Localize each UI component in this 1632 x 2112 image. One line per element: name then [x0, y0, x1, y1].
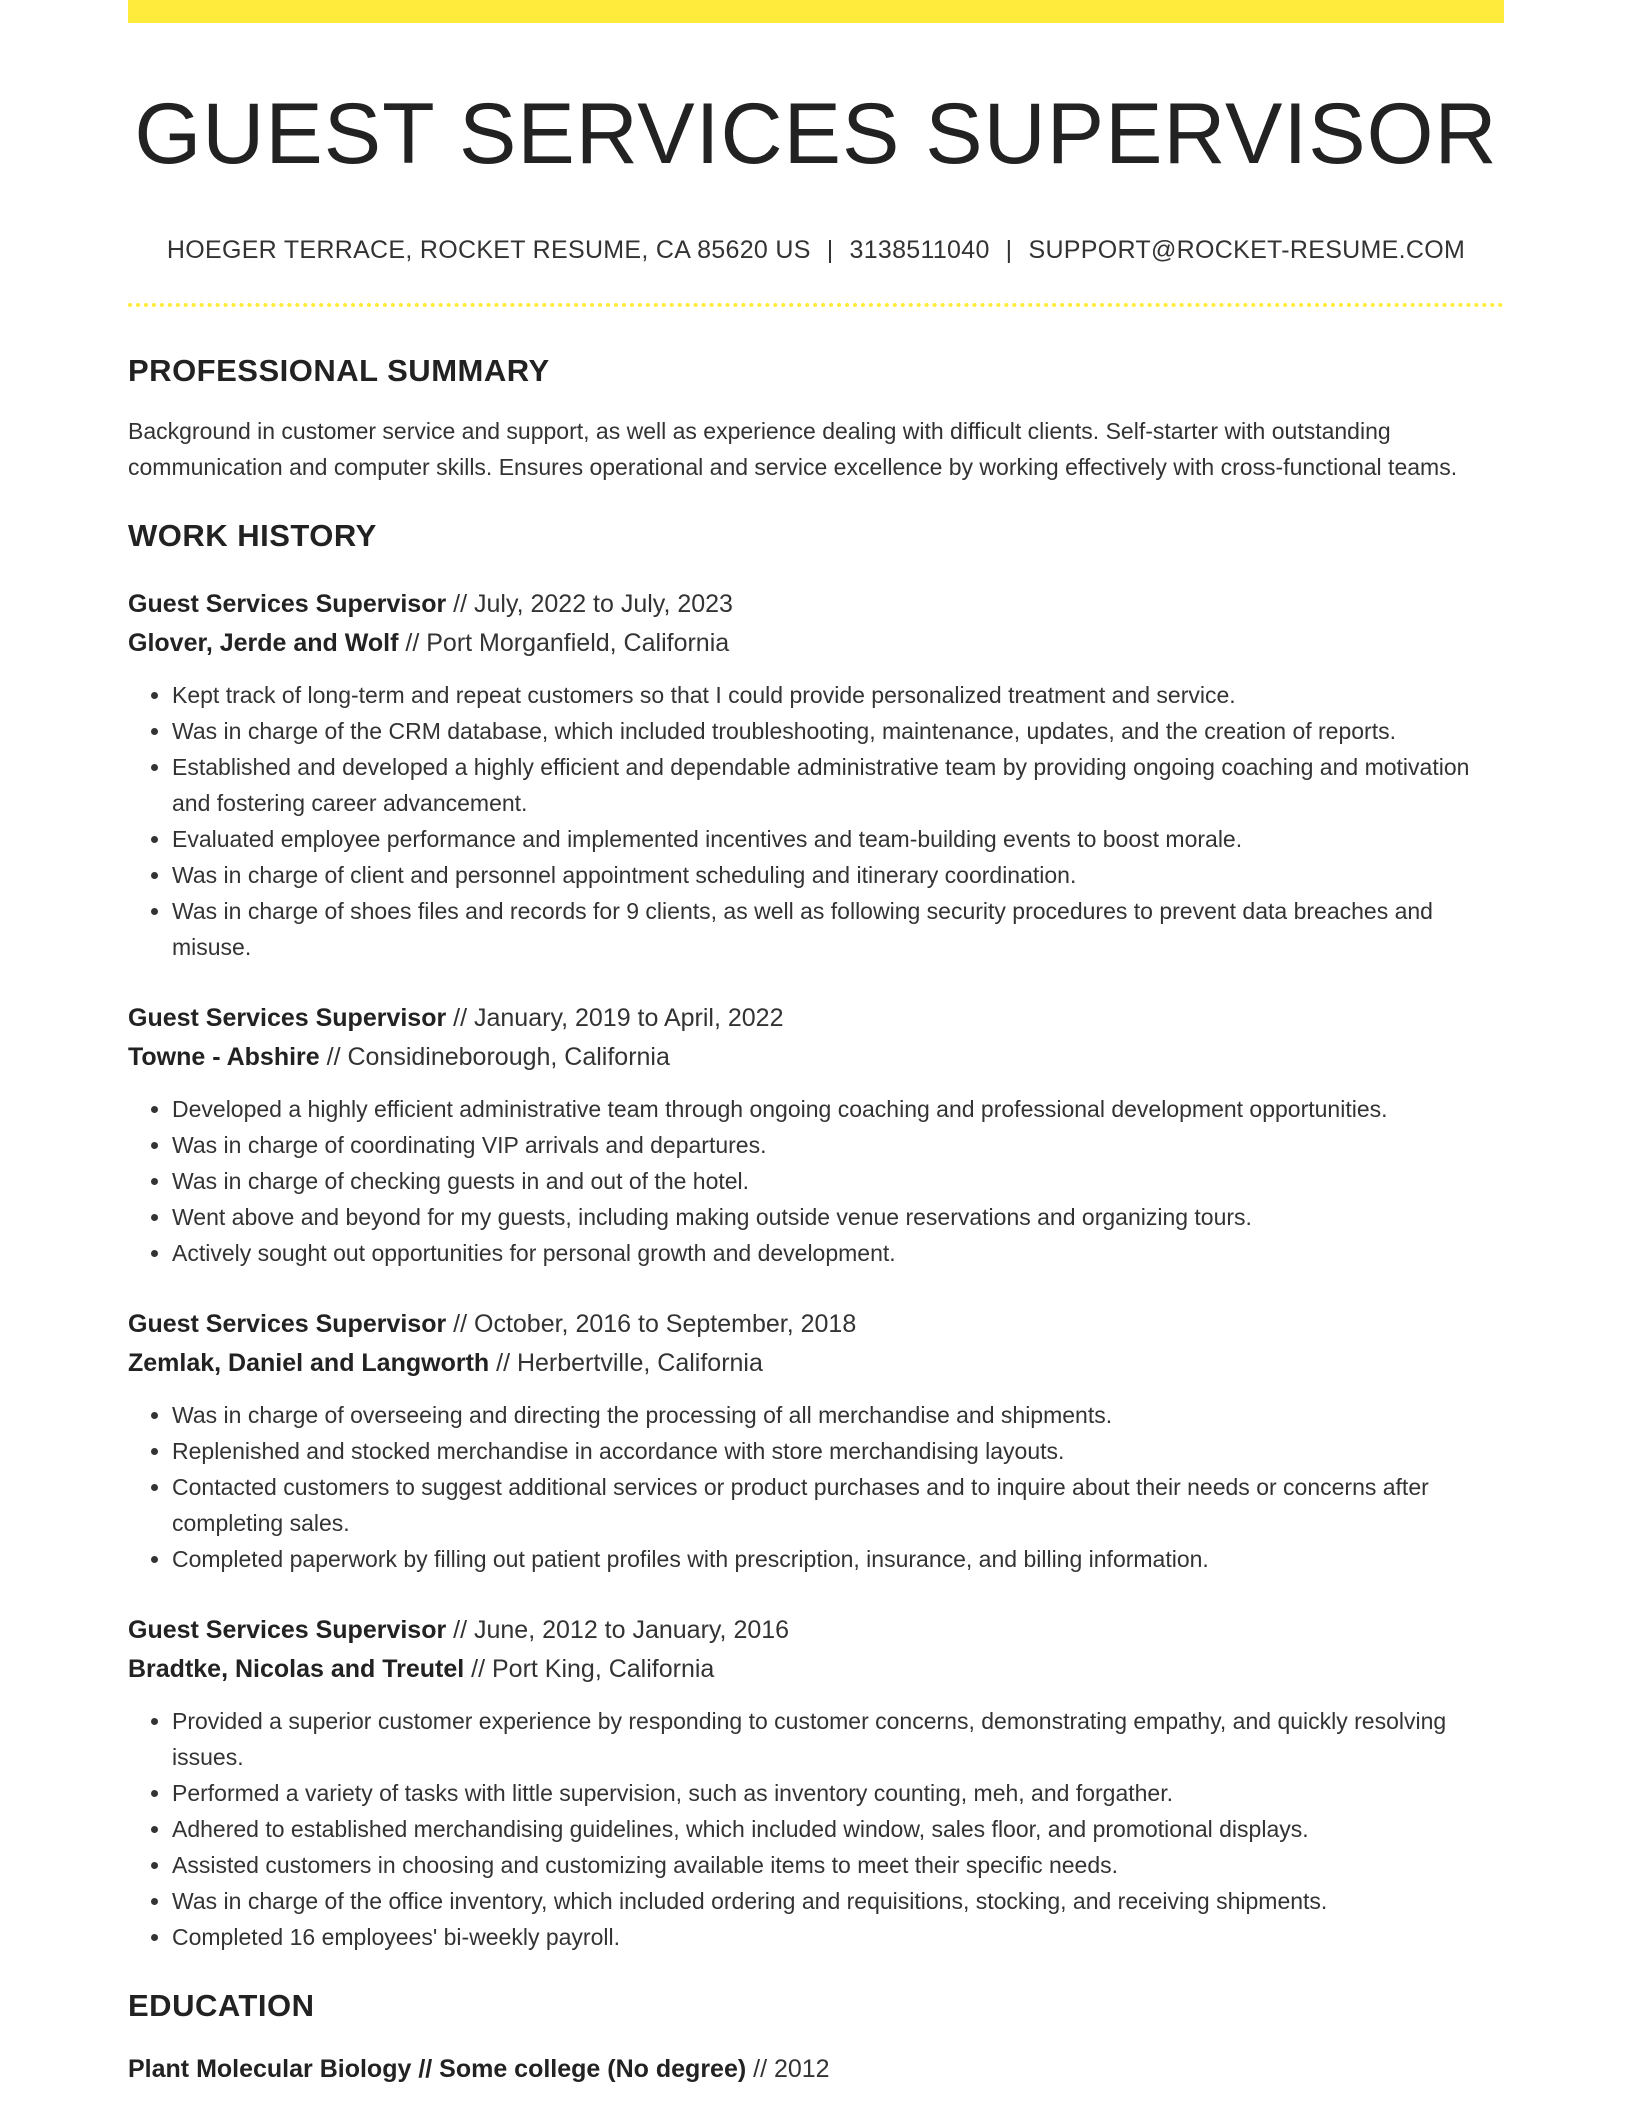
- job-bullet: • Was in charge of overseeing and directing the processing of all merchandise and shipments.: [172, 1397, 1504, 1433]
- job-company: Glover, Jerde and Wolf: [128, 628, 399, 657]
- job-bullets: [128, 1397, 1504, 1577]
- header-divider: [128, 303, 1504, 307]
- resume-page: [128, 0, 1504, 2089]
- job-bullet: • Was in charge of shoes files and records for 9 clients, as well as following security procedures to prevent data breaches and misuse.: [172, 893, 1504, 965]
- job-bullet: • Completed paperwork by filling out patient profiles with prescription, insurance, and billing information.: [172, 1541, 1504, 1577]
- education-entry: [128, 2050, 1504, 2089]
- contact-separator: |: [826, 236, 834, 265]
- summary-heading: PROFESSIONAL SUMMARY: [128, 353, 550, 389]
- job-bullet: • Evaluated employee performance and implemented incentives and team-building events to boost morale.: [172, 821, 1504, 857]
- job-company-line: [128, 1650, 1504, 1689]
- job-bullet: • Was in charge of the CRM database, which included troubleshooting, maintenance, updates, and the creation of reports.: [172, 713, 1504, 749]
- job-company-line: [128, 624, 1504, 663]
- work-history-heading: WORK HISTORY: [128, 518, 377, 554]
- job-title-line: [128, 585, 1504, 624]
- job-dates: // June, 2012 to January, 2016: [446, 1615, 790, 1644]
- job-company: Bradtke, Nicolas and Treutel: [128, 1654, 465, 1683]
- job-bullet: • Actively sought out opportunities for personal growth and development.: [172, 1235, 1504, 1271]
- job-company-line: [128, 1344, 1504, 1383]
- job-bullet: • Replenished and stocked merchandise in accordance with store merchandising layouts.: [172, 1433, 1504, 1469]
- job-bullet: • Kept track of long-term and repeat customers so that I could provide personalized treatment and service.: [172, 677, 1504, 713]
- job-role: Guest Services Supervisor: [128, 1615, 447, 1644]
- job-entry: [128, 999, 1504, 1271]
- job-bullet: • Established and developed a highly efficient and dependable administrative team by providing ongoing coaching and motivation and fostering career advancement.: [172, 749, 1504, 821]
- job-role: Guest Services Supervisor: [128, 1309, 447, 1338]
- job-bullets: [128, 677, 1504, 965]
- job-bullet: • Adhered to established merchandising guidelines, which included window, sales floor, and promotional displays.: [172, 1811, 1504, 1847]
- job-location: // Port Morganfield, California: [398, 628, 730, 657]
- job-bullet: • Contacted customers to suggest additional services or product purchases and to inquire about their needs or concerns after completing sales.: [172, 1469, 1504, 1541]
- contact-separator: |: [1005, 236, 1013, 265]
- job-bullets: [128, 1703, 1504, 1955]
- job-bullet: • Was in charge of checking guests in and out of the hotel.: [172, 1163, 1504, 1199]
- education-degree: Plant Molecular Biology // Some college (No degree): [128, 2054, 747, 2083]
- job-dates: // January, 2019 to April, 2022: [446, 1003, 784, 1032]
- contact-phone: 3138511040: [849, 236, 990, 265]
- accent-top-bar: [128, 0, 1504, 23]
- job-bullet: • Provided a superior customer experience by responding to customer concerns, demonstrating empathy, and quickly resolving issues.: [172, 1703, 1504, 1775]
- job-location: // Considineborough, California: [319, 1042, 670, 1071]
- job-location: // Herbertville, California: [489, 1348, 763, 1377]
- job-title-line: [128, 999, 1504, 1038]
- job-role: Guest Services Supervisor: [128, 589, 447, 618]
- education-heading: EDUCATION: [128, 1987, 315, 2023]
- job-company: Zemlak, Daniel and Langworth: [128, 1348, 490, 1377]
- summary-text: Background in customer service and support, as well as experience dealing with difficult clients. Self-starter with outstanding communication and computer skills. Ensures operational and service excellence by working effectively with cross-functional teams.: [128, 418, 1458, 481]
- resume-name: GUEST SERVICES SUPERVISOR: [134, 86, 1498, 182]
- contact-address: HOEGER TERRACE, ROCKET RESUME, CA 85620 US: [166, 236, 811, 265]
- job-entry: [128, 1305, 1504, 1577]
- job-role: Guest Services Supervisor: [128, 1003, 447, 1032]
- job-bullet: • Went above and beyond for my guests, including making outside venue reservations and organizing tours.: [172, 1199, 1504, 1235]
- education-year: // 2012: [746, 2054, 830, 2083]
- job-dates: // July, 2022 to July, 2023: [446, 589, 733, 618]
- job-title-line: [128, 1611, 1504, 1650]
- job-bullets: [128, 1091, 1504, 1271]
- contact-email: SUPPORT@ROCKET-RESUME.COM: [1028, 236, 1466, 265]
- job-title-line: [128, 1305, 1504, 1344]
- job-bullet: • Completed 16 employees' bi-weekly payroll.: [172, 1919, 1504, 1955]
- job-dates: // October, 2016 to September, 2018: [446, 1309, 857, 1338]
- job-company: Towne - Abshire: [128, 1042, 320, 1071]
- job-bullet: • Was in charge of client and personnel appointment scheduling and itinerary coordination.: [172, 857, 1504, 893]
- job-bullet: • Developed a highly efficient administrative team through ongoing coaching and professional development opportunities.: [172, 1091, 1504, 1127]
- job-bullet: • Performed a variety of tasks with little supervision, such as inventory counting, meh, and forgather.: [172, 1775, 1504, 1811]
- job-location: // Port King, California: [464, 1654, 715, 1683]
- job-company-line: [128, 1038, 1504, 1077]
- job-bullet: • Assisted customers in choosing and customizing available items to meet their specific needs.: [172, 1847, 1504, 1883]
- job-entry: [128, 585, 1504, 965]
- job-entry: [128, 1611, 1504, 1955]
- job-bullet: • Was in charge of the office inventory, which included ordering and requisitions, stocking, and receiving shipments.: [172, 1883, 1504, 1919]
- job-bullet: • Was in charge of coordinating VIP arrivals and departures.: [172, 1127, 1504, 1163]
- contact-line: [128, 236, 1504, 265]
